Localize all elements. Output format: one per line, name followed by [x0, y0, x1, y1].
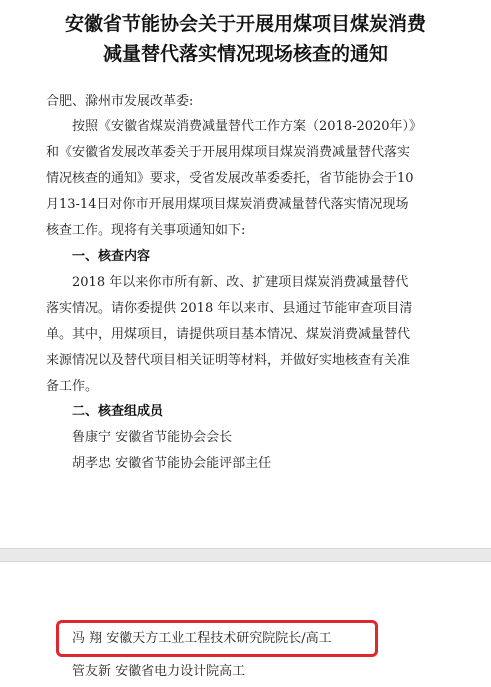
paragraph-2-line: 单。其中，用煤项目，请提供项目基本情况、煤炭消费减量替代	[46, 327, 411, 342]
section-1-heading: 一、核查内容	[72, 249, 151, 264]
paragraph-1-line: 和《安徽省发展改革委关于开展用煤项目煤炭消费减量替代落实	[46, 145, 411, 160]
paragraph-2-line: 2018 年以来你市所有新、改、扩建项目煤炭消费减量替代	[72, 275, 409, 290]
paragraph-1-line: 按照《安徽省煤炭消费减量替代工作方案（2018-2020年）》	[72, 119, 423, 134]
page-separator	[0, 548, 491, 562]
paragraph-2-line: 备工作。	[46, 379, 99, 394]
paragraph-1-line: 核查工作。现将有关事项通知如下:	[46, 223, 246, 238]
document-title-line-2: 减量替代落实情况现场核查的通知	[102, 43, 388, 65]
salutation: 合肥、滁州市发展改革委:	[46, 94, 194, 109]
paragraph-1-line: 情况核查的通知》要求，受省发展改革委委托，省节能协会于10	[46, 171, 414, 186]
member-line: 管友新 安徽省电力设计院高工	[72, 664, 246, 679]
document-title-line-1: 安徽省节能协会关于开展用煤项目煤炭消费	[64, 13, 426, 35]
paragraph-2-line: 落实情况。请你委提供 2018 年以来市、县通过节能审查项目清	[46, 301, 413, 316]
paragraph-2-line: 来源情况以及替代项目相关证明等材料，并做好实地核查有关准	[46, 353, 411, 368]
member-line-highlighted: 冯 翔 安徽天方工业工程技术研究院院长/高工	[72, 631, 332, 646]
paragraph-1-line: 月13-14日对你市开展用煤项目煤炭消费减量替代落实情况现场	[46, 197, 409, 212]
member-line: 鲁康宁 安徽省节能协会会长	[72, 430, 233, 445]
member-line: 胡孝忠 安徽省节能协会能评部主任	[72, 456, 272, 471]
section-2-heading: 二、核查组成员	[72, 404, 164, 419]
